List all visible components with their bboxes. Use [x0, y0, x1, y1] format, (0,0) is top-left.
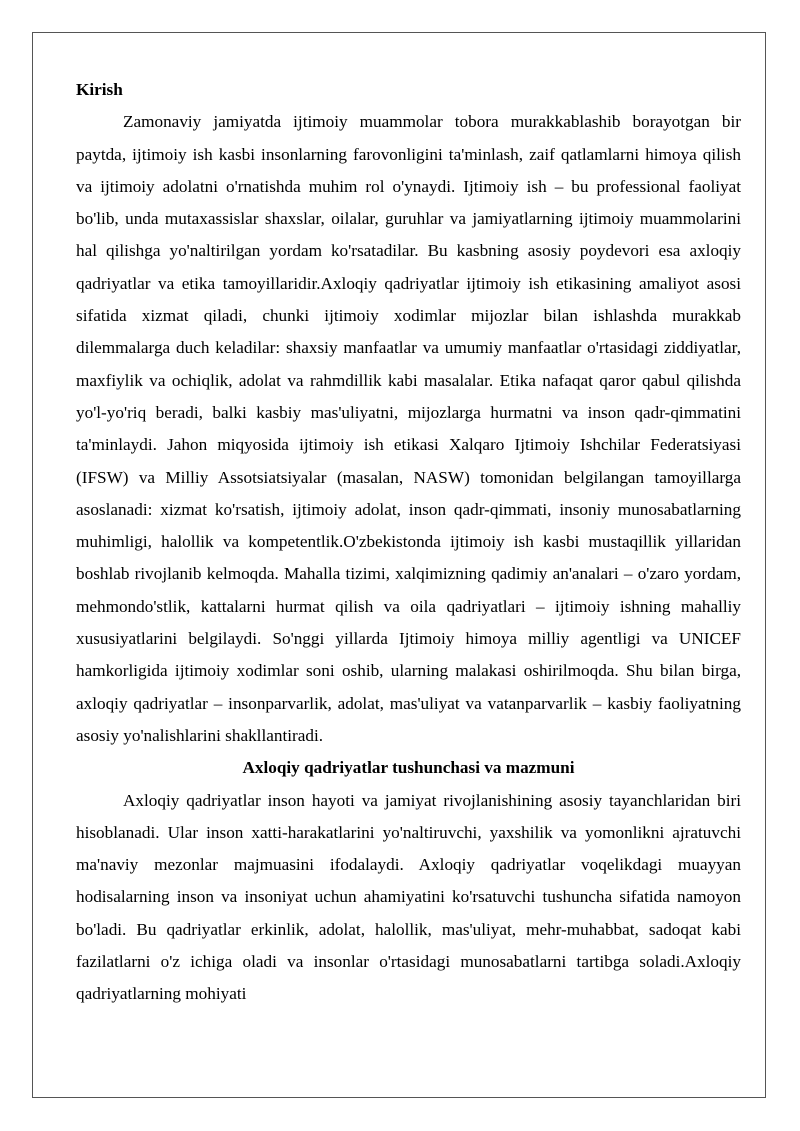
section-paragraph: Axloqiy qadriyatlar inson hayoti va jamiyat rivojlanishining asosiy tayanchlaridan biri hisoblanadi. Ular inson xatti-harakatlarini yo'naltiruvchi, yaxshilik va yomonlikni ajratuvchi ma'naviy mezonlar majmuasini ifodalaydi. Axloqiy qadriyatlar voqelikdagi muayyan hodisalarning inson va insoniyat uchun ahamiyatini ko'rsatuvchi tushuncha sifatida namoyon bo'ladi. Bu qadriyatlar erkinlik, adolat, halollik, mas'uliyat, mehr-muhabbat, sadoqat kabi fazilatlarni o'z ichiga oladi va insonlar o'rtasidagi munosabatlarni tartibga soladi.Axloqiy qadriyatlarning mohiyati: [76, 790, 741, 1004]
section-heading: Axloqiy qadriyatlar tushunchasi va mazmuni: [242, 758, 575, 778]
intro-heading: Kirish: [76, 80, 123, 99]
intro-paragraph: Zamonaviy jamiyatda ijtimoiy muammolar tobora murakkablashib borayotgan bir paytda, ijtimoiy ish kasbi insonlarning farovonligini ta'minlash, zaif qatlamlarni himoya qilish va ijtimoiy adolatni o'rnatishda muhim rol o'ynaydi. Ijtimoiy ish – bu professional faoliyat bo'lib, unda mutaxassislar shaxslar, oilalar, guruhlar va jamiyatlarning ijtimoiy muammolarini hal qilishga yo'naltirilgan yordam ko'rsatadilar. Bu kasbning asosiy poydevori esa axloqiy qadriyatlar va etika tamoyillaridir.Axloqiy qadriyatlar ijtimoiy ish etikasining amaliyot asosi sifatida xizmat qiladi, chunki ijtimoiy xodimlar mijozlar bilan ishlashda murakkab dilemmalarga duch keladilar: shaxsiy manfaatlar va umumiy manfaatlar o'rtasidagi ziddiyatlar, maxfiylik va ochiqlik, adolat va rahmdillik kabi masalalar. Etika nafaqat qaror qabul qilishda yo'l-yo'riq beradi, balki kasbiy mas'uliyatni, mijozlarga hurmatni va inson qadr-qimmatini ta'minlaydi. Jahon miqyosida ijtimoiy ish etikasi Xalqaro Ijtimoiy Ishchilar Federatsiyasi (IFSW) va Milliy Assotsiatsiyalar (masalan, NASW) tomonidan belgilangan tamoyillarga asoslanadi: xizmat ko'rsatish, ijtimoiy adolat, inson qadr-qimmati, insoniy munosabatlarning muhimligi, halollik va kompetentlik.O'zbekistonda ijtimoiy ish kasbi mustaqillik yillaridan boshlab rivojlanib kelmoqda. Mahalla tizimi, xalqimizning qadimiy an'analari – o'zaro yordam, mehmondo'stlik, kattalarni hurmat qilish va oila qadriyatlari – ijtimoiy ishning mahalliy xususiyatlarini belgilaydi. So'nggi yillarda Ijtimoiy himoya milliy agentligi va UNICEF hamkorligida ijtimoiy xodimlar soni oshib, ularning malakasi oshirilmoqda. Shu bilan birga, axloqiy qadriyatlar – insonparvarlik, adolat, mas'uliyat va vatanparvarlik – kasbiy faoliyatning asosiy yo'nalishlarini shakllantiradi.: [76, 112, 741, 745]
document-body: [76, 74, 741, 1011]
